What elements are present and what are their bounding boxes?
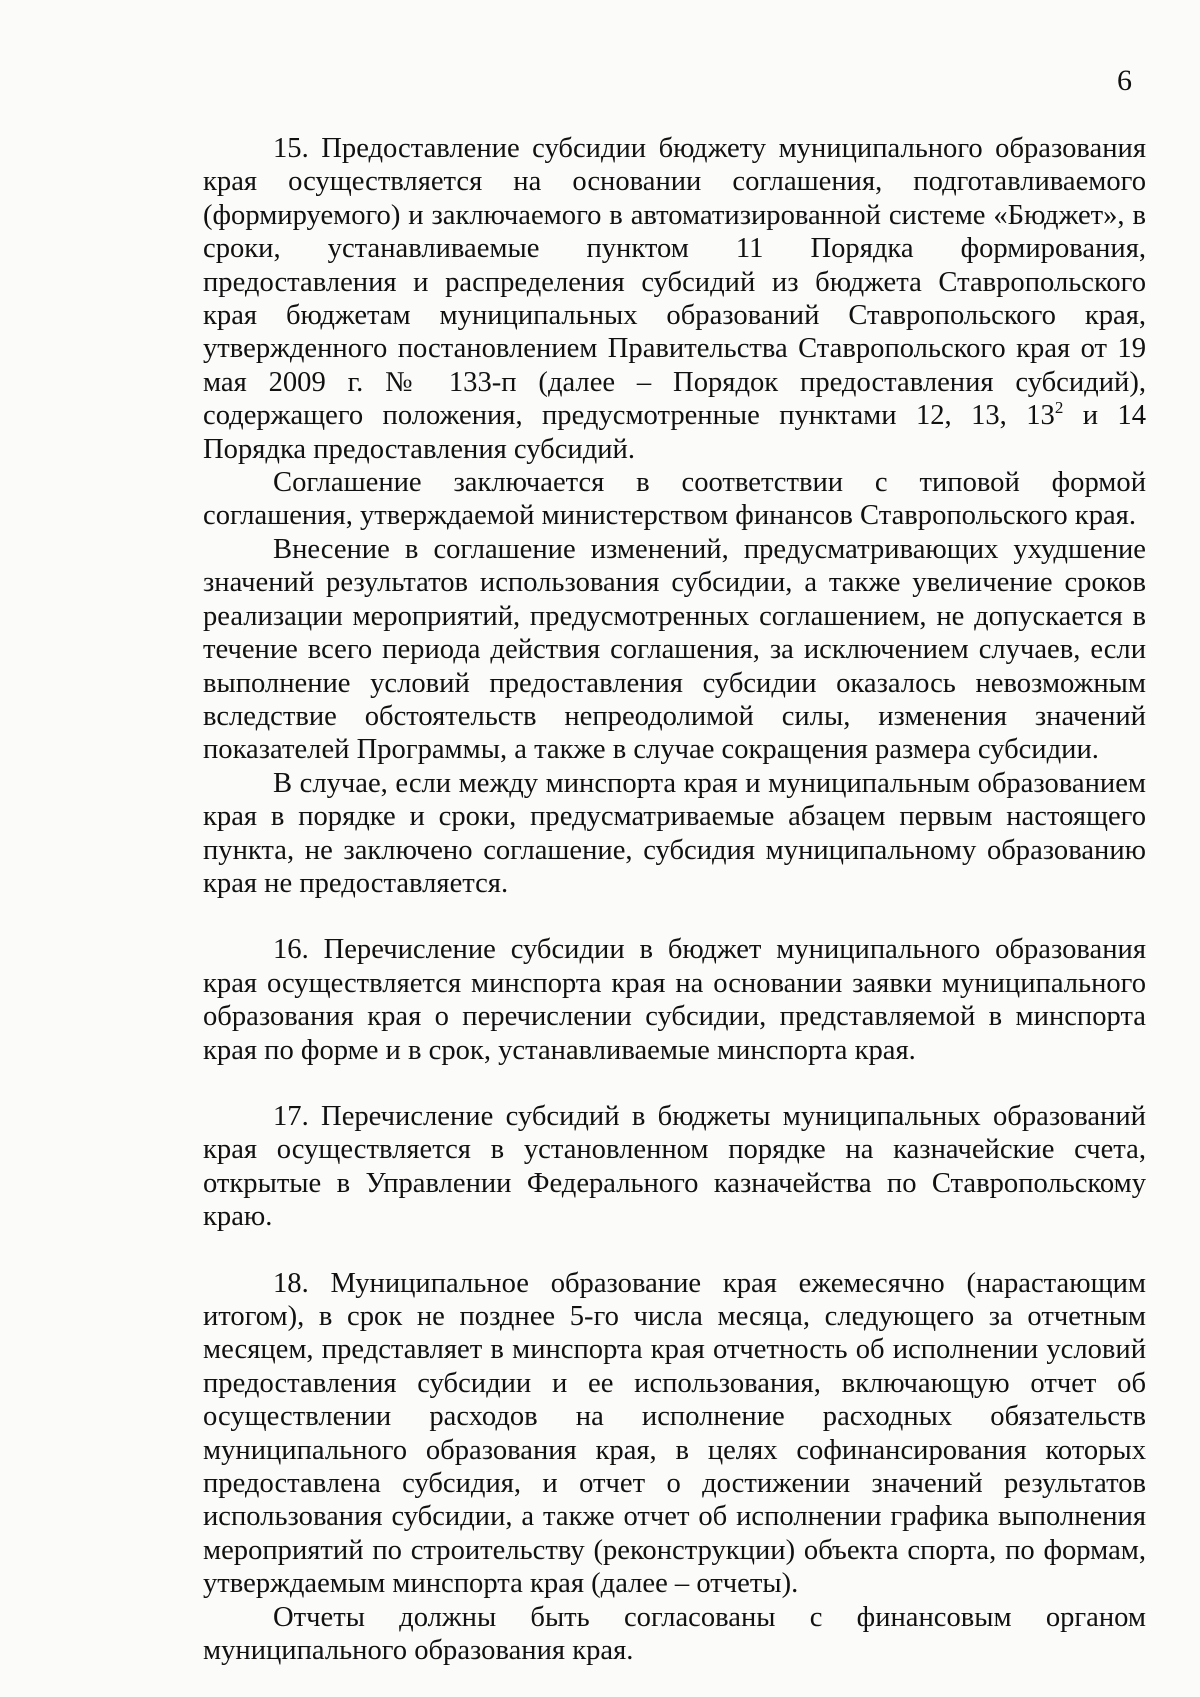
paragraph-18: 18. Муниципальное образование края ежемесячно (нарастающим итогом), в срок не позднее 5-го числа месяца, следующего за отчетным месяцем, представляет в минспорта края отчетность об исполнении условий предоставления субсидии и ее использования, включающую отчет об осуществлении расходов на исполнение расходных обязательств муниципального образования края, в целях софинансирования которых предоставлена субсидия, и отчет о достижении значений результатов использования субсидии, а также отчет об исполнении графика выполнения мероприятий по строительству (реконструкции) объекта спорта, по формам, утверждаемым минспорта края (далее – отчеты). (203, 1267, 1146, 1600)
document-body (203, 132, 1146, 1667)
paragraph-15-text-end: и 14 Порядка предоставления субсидий. (203, 400, 1146, 465)
page-number: 6 (1117, 64, 1132, 97)
paragraph-16: 16. Перечисление субсидии в бюджет муниципального образования края осуществляется минспорта края на основании заявки муниципального образования края о перечислении субсидии, представляемой в минспорта края по форме и в срок, устанавливаемые минспорта края. (203, 934, 1146, 1066)
paragraph-17: 17. Перечисление субсидий в бюджеты муниципальных образований края осуществляется в установленном порядке на казначейские счета, открытые в Управлении Федерального казначейства по Ставропольскому краю. (203, 1100, 1146, 1233)
paragraph-agreement-form: Соглашение заключается в соответствии с типовой формой соглашения, утверждаемой министерством финансов Ставропольского края. (203, 467, 1146, 532)
paragraph-15 (203, 132, 1146, 466)
paragraph-15-text-start: 15. Предоставление субсидии бюджету муниципального образования края осуществляется на основании соглашения, подготавливаемого (формируемого) и заключаемого в автоматизированной системе «Бюджет», в сроки, устанавливаемые пунктом 11 Порядка формирования, предоставления и распределения субсидий из бюджета Ставропольского края бюджетам муниципальных образований Ставропольского края, утвержденного постановлением Правительства Ставропольского края от 19 мая 2009 г. № 133-п (далее – Порядок предоставления субсидий), содержащего положения, предусмотренные пунктами 12, 13, 13 (203, 133, 1146, 432)
superscript-2: 2 (1054, 398, 1064, 418)
paragraph-amendments: Внесение в соглашение изменений, предусматривающих ухудшение значений результатов использования субсидии, а также увеличение сроков реализации мероприятий, предусмотренных соглашением, не допускается в течение всего периода действия соглашения, за исключением случаев, если выполнение условий предоставления субсидии оказалось невозможным вследствие обстоятельств непреодолимой силы, изменения значений показателей Программы, а также в случае сокращения размера субсидии. (203, 533, 1146, 766)
paragraph-no-agreement: В случае, если между минспорта края и муниципальным образованием края в порядке и сроки, предусматриваемые абзацем первым настоящего пункта, не заключено соглашение, субсидия муниципальному образованию края не предоставляется. (203, 767, 1146, 899)
paragraph-reports-approval: Отчеты должны быть согласованы с финансовым органом муниципального образования края. (203, 1601, 1146, 1667)
